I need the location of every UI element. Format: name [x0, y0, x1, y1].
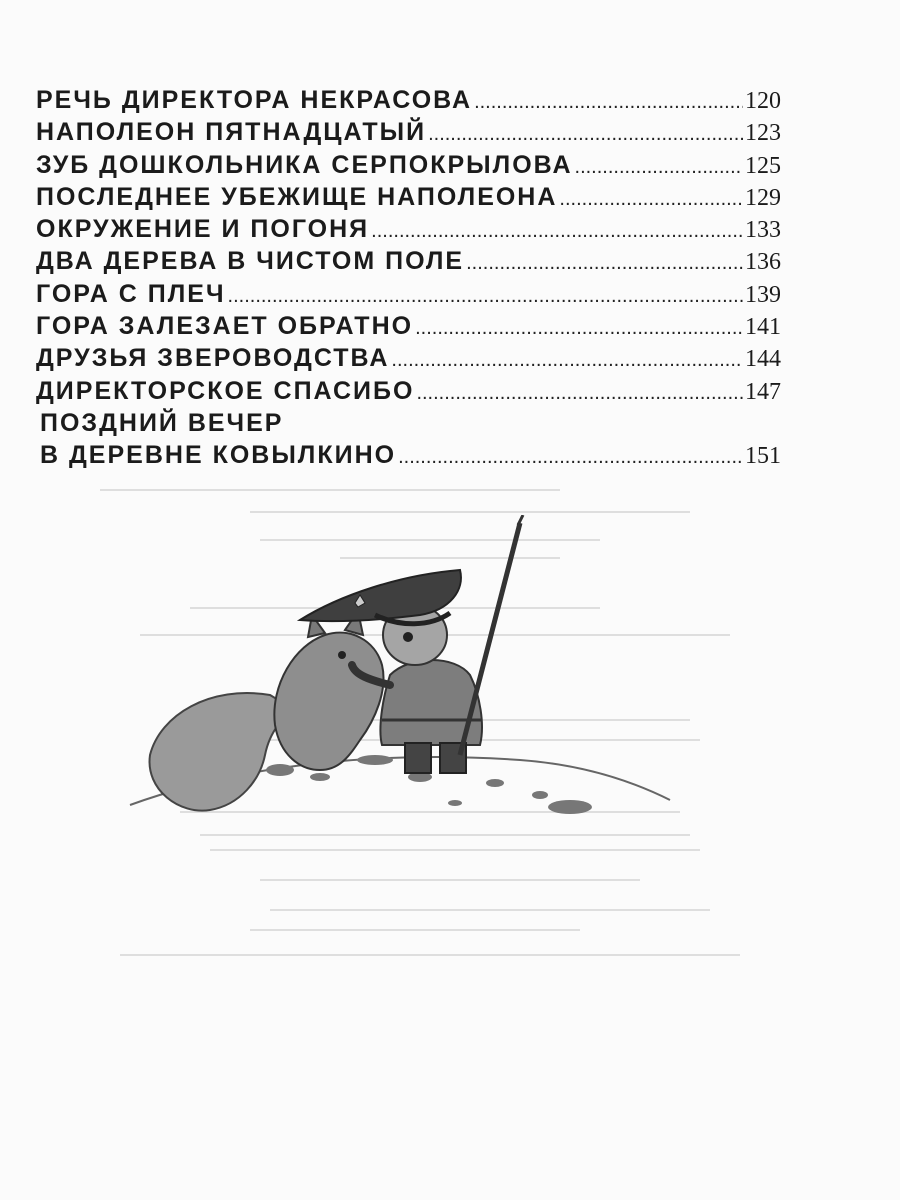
toc-entry-title-line2: В ДЕРЕВНЕ КОВЫЛКИНО — [40, 441, 397, 470]
toc-entry-page: 151 — [745, 443, 781, 470]
toc-entry[interactable] — [36, 342, 781, 374]
toc-entry[interactable] — [36, 439, 781, 471]
toc-entry-page: 129 — [745, 184, 781, 211]
dot-leader — [575, 149, 743, 183]
toc-entry[interactable] — [36, 245, 781, 277]
toc-entry[interactable] — [36, 84, 781, 116]
dot-leader — [415, 310, 743, 344]
toc-entry[interactable] — [36, 181, 781, 213]
toc-entry-page: 133 — [745, 217, 781, 244]
dot-leader — [416, 375, 743, 409]
toc-entry-page: 123 — [745, 120, 781, 147]
toc-entry[interactable] — [36, 375, 781, 407]
toc-entry-title: НАПОЛЕОН ПЯТНАДЦАТЫЙ — [36, 118, 427, 147]
table-of-contents — [36, 84, 781, 472]
toc-entry-title: ДВА ДЕРЕВА В ЧИСТОМ ПОЛЕ — [36, 247, 465, 276]
toc-entry-title-line1: ПОЗДНИЙ ВЕЧЕР — [40, 408, 284, 437]
dot-leader — [398, 439, 743, 473]
toc-entry-title: РЕЧЬ ДИРЕКТОРА НЕКРАСОВА — [36, 86, 473, 114]
toc-entry-page: 120 — [745, 88, 781, 114]
toc-entry-title: ОКРУЖЕНИЕ И ПОГОНЯ — [36, 215, 370, 244]
toc-entry-title: ПОСЛЕДНЕЕ УБЕЖИЩЕ НАПОЛЕОНА — [36, 182, 558, 211]
toc-entry-page: 144 — [745, 346, 781, 373]
toc-entry-title: ГОРА С ПЛЕЧ — [36, 279, 226, 308]
dot-leader — [391, 342, 743, 376]
toc-entry-title: ЗУБ ДОШКОЛЬНИКА СЕРПОКРЫЛОВА — [36, 150, 573, 179]
toc-entry-page: 147 — [745, 378, 781, 405]
dot-leader — [228, 278, 743, 312]
dot-leader — [474, 84, 743, 118]
dot-leader — [559, 181, 743, 215]
toc-entry-page: 136 — [745, 249, 781, 276]
dot-leader — [371, 213, 743, 247]
toc-entry-page: 139 — [745, 281, 781, 308]
toc-entry-page: 125 — [745, 152, 781, 179]
toc-entry[interactable] — [36, 278, 781, 310]
toc-entry[interactable] — [36, 149, 781, 181]
toc-entry[interactable] — [36, 213, 781, 245]
toc-entry[interactable] — [36, 310, 781, 342]
toc-entry-title: ДРУЗЬЯ ЗВЕРОВОДСТВА — [36, 344, 390, 373]
toc-entry-title: ГОРА ЗАЛЕЗАЕТ ОБРАТНО — [36, 312, 414, 341]
toc-entry[interactable] — [36, 116, 781, 148]
soldier-boy-with-squirrel-illustration — [120, 515, 680, 835]
dot-leader — [428, 116, 743, 150]
dot-leader — [466, 245, 743, 279]
toc-entry-first-line[interactable] — [36, 407, 781, 439]
toc-entry-page: 141 — [745, 314, 781, 341]
toc-entry-title: ДИРЕКТОРСКОЕ СПАСИБО — [36, 376, 415, 405]
